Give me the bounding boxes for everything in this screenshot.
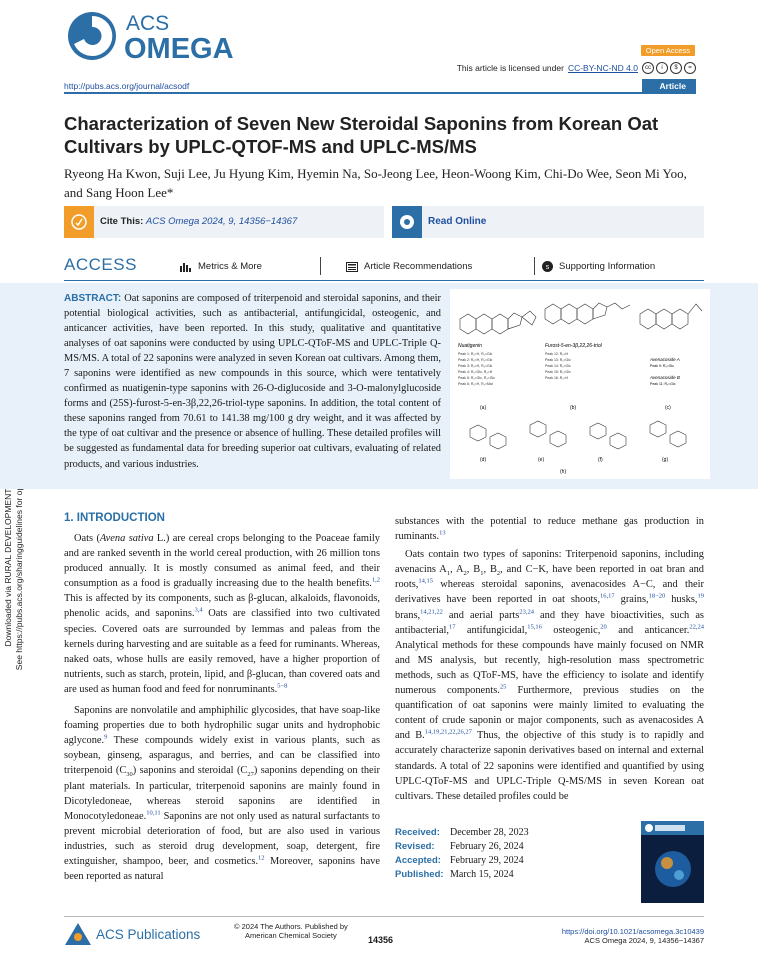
- journal-reference: ACS Omega 2024, 9, 14356−14367: [584, 936, 704, 945]
- svg-text:Peak 5: R₁=Glc, R₂=Glc: Peak 5: R₁=Glc, R₂=Glc: [458, 376, 495, 380]
- abstract-body: Oat saponins are composed of triterpenoid and steroidal saponins, and their potential biological activities, such as antibacterial, antifungicidal, osteogenic, and anticancer activities, have been reported. In this study, qualitative and quantitative analyses of oat saponins were conducted by using UPLC-QToF-MS and UPLC-Triple Q-MS/MS. A total of 22 saponins were analyzed in seven Korean oat cultivars. Among them, 7 saponins were identified as new compounds in this source, which were tentatively confirmed as nuatigenin-type saponins with 26-O-diglucoside and 3-O-malonylglucoside forms and (25S)-furost-5-en-3β,22,26-triol-type saponins. In addition, the total content of these saponins ranged from 70.61 to 141.38 mg/100 g dry weight, and it was affected by the type of oat cultivar and the presence or absence of hulling. These detailed profiles will be suggested as fundamental data for breeding superior oat cultivars, evaluating of related products, and various industries.: [64, 293, 441, 470]
- label-avenacoside-a: Avenacoside A: [650, 357, 680, 362]
- svg-text:s: s: [545, 264, 550, 271]
- svg-text:Peak 3: R₁=H, R₂=Glc: Peak 3: R₁=H, R₂=Glc: [458, 364, 493, 368]
- cc-icons: [642, 62, 696, 74]
- journal-cover-thumbnail[interactable]: [641, 821, 704, 903]
- doi-link[interactable]: https://doi.org/10.1021/acsomega.3c10439: [561, 927, 704, 936]
- date-value: December 28, 2023: [450, 827, 529, 838]
- date-label: Revised:: [395, 841, 435, 852]
- structure-c-drawing: [640, 304, 702, 329]
- supporting-info-label: Supporting Information: [559, 261, 656, 272]
- recommendations-label: Article Recommendations: [364, 261, 473, 272]
- supporting-info-link[interactable]: [542, 261, 655, 272]
- sugar-drawings: [470, 421, 686, 449]
- cc-icon: cc: [642, 62, 654, 74]
- date-label: Received:: [395, 827, 440, 838]
- copyright-line-2: American Chemical Society: [245, 931, 337, 940]
- article-list-icon: [346, 262, 358, 272]
- doi-block: [562, 927, 704, 945]
- access-rule: [64, 280, 704, 281]
- cite-label: Cite This:: [100, 216, 144, 227]
- noncommercial-icon: $: [670, 62, 682, 74]
- access-bar: [64, 255, 704, 280]
- svg-text:Peak 16: R₁=H: Peak 16: R₁=H: [545, 376, 569, 380]
- article-title: Characterization of Seven New Steroidal Saponins from Korean Oat Cultivars by UPLC-QTOF-MS and UPLC-MS/MS: [64, 113, 659, 157]
- logo-omega-text: OMEGA: [124, 33, 234, 63]
- svg-text:Peak 14: R₁=Glc: Peak 14: R₁=Glc: [545, 364, 571, 368]
- svg-text:Peak 13: R₁=Glc: Peak 13: R₁=Glc: [545, 358, 571, 362]
- read-online-box[interactable]: [392, 206, 704, 238]
- label-b: (b): [570, 405, 577, 411]
- article-dates: [395, 826, 630, 882]
- bar-chart-icon: [180, 262, 192, 272]
- footer-rule: [64, 916, 704, 917]
- label-c: (c): [665, 405, 671, 411]
- read-online-link[interactable]: Read Online: [428, 216, 487, 227]
- article-type-badge: Article: [642, 79, 696, 93]
- date-label: Published:: [395, 869, 444, 880]
- recommendations-link[interactable]: [346, 261, 472, 272]
- quote-icon: [64, 206, 94, 238]
- cite-this-box[interactable]: [64, 206, 384, 238]
- label-a: (a): [480, 405, 487, 411]
- journal-logo[interactable]: [64, 8, 274, 63]
- page-number: 14356: [368, 935, 394, 945]
- license-prefix: This article is licensed under: [456, 63, 564, 73]
- toc-graphic: [450, 289, 710, 479]
- date-published: [395, 868, 630, 882]
- svg-text:Peak 9: R₁=Glc: Peak 9: R₁=Glc: [650, 364, 674, 368]
- supporting-info-icon: [542, 261, 553, 272]
- open-access-badge: Open Access: [641, 45, 695, 56]
- noderivatives-icon: =: [684, 62, 696, 74]
- publisher-name: ACS Publications: [96, 926, 201, 942]
- metrics-link[interactable]: [180, 261, 262, 272]
- paragraph: Oats (Avena sativa L.) are cereal crops belonging to the Poaceae family and are ranked seventh in the world cereal production, with 26 million tons produced annually. It is mostly consumed as animal feed, and their consumption as a food is gradually increasing due to the health benefits.$^{1,2}$ This is affected by its components, such as β-glucan, alkaloids, flavonoids, phenolic acids, and saponins.$^{3,4}$ Oats are classified into two cultivated species. Covered oats are surrounded by lemmas and paleas from the kernels during harvesting and are suitable as a feed for ruminants. Whereas, naked oats, whose hulls are easily removed, have a higher proportion of nutrients, such as starch, protein, lipid, and β-glucan, than covered oats and are used as human food and feed for nonruminants.$^{5-8}$: [64, 533, 380, 695]
- read-online-icon: [392, 206, 422, 238]
- author-list: Ryeong Ha Kwon, Suji Lee, Ju Hyung Kim, Hyemin Na, So-Jeong Lee, Heon-Woong Kim, Chi-Do Wee, Seon Mi Yoo, and Sang Hoon Lee*: [64, 166, 687, 200]
- date-value: February 26, 2024: [450, 841, 524, 852]
- label-furost: Furost-5-en-3β,22,26-triol: [545, 343, 602, 349]
- acs-publications-icon: [64, 922, 92, 946]
- access-label: ACCESS: [64, 255, 137, 274]
- access-separator: [534, 257, 535, 275]
- label-e: (e): [538, 457, 545, 463]
- svg-text:Peak 12: R₁=H: Peak 12: R₁=H: [545, 352, 569, 356]
- license-link[interactable]: CC-BY-NC-ND 4.0: [567, 63, 638, 73]
- attribution-icon: i: [656, 62, 668, 74]
- date-revised: [395, 840, 630, 854]
- body-column-right: [395, 514, 704, 804]
- date-received: [395, 826, 630, 840]
- label-d: (d): [480, 457, 487, 463]
- label-g: (g): [662, 457, 669, 463]
- paragraph: substances with the potential to reduce methane gas production in ruminants.$^{13}$: [395, 516, 704, 543]
- svg-text:Peak 4: R₁=Glc, R₂=H: Peak 4: R₁=Glc, R₂=H: [458, 370, 493, 374]
- date-label: Accepted:: [395, 855, 441, 866]
- journal-url-link[interactable]: http://pubs.acs.org/journal/acsodf: [64, 81, 190, 91]
- abstract: [64, 291, 441, 472]
- cite-reference[interactable]: ACS Omega 2024, 9, 14356−14367: [145, 216, 298, 227]
- svg-text:Peak 1: R₁=H, R₂=Glc: Peak 1: R₁=H, R₂=Glc: [458, 352, 493, 356]
- label-f: (f): [598, 457, 603, 463]
- svg-text:Peak 15: R₁=Glc: Peak 15: R₁=Glc: [545, 370, 571, 374]
- label-h: (h): [560, 469, 567, 475]
- svg-text:Peak 2: R₁=H, R₂=Glc: Peak 2: R₁=H, R₂=Glc: [458, 358, 493, 362]
- copyright-line-1: © 2024 The Authors. Published by: [234, 922, 348, 931]
- logo-acs-text: ACS: [126, 12, 170, 35]
- abstract-label: ABSTRACT:: [64, 293, 122, 304]
- license-line: [457, 62, 696, 74]
- label-nuatigenin: Nuatigenin: [458, 343, 482, 349]
- copyright-notice: [234, 922, 348, 940]
- access-separator: [320, 257, 321, 275]
- body-column-left: [64, 531, 380, 884]
- section-heading-introduction: 1. INTRODUCTION: [64, 512, 165, 524]
- date-value: February 29, 2024: [450, 855, 524, 866]
- publisher-logo[interactable]: [64, 922, 200, 946]
- header-rule: [64, 92, 696, 94]
- svg-text:Peak 11: R₁=Glc: Peak 11: R₁=Glc: [650, 382, 676, 386]
- structure-b-drawing: [545, 303, 630, 324]
- date-value: March 15, 2024: [450, 869, 514, 880]
- paragraph: Oats contain two types of saponins: Triterpenoid saponins, including avenacins $A_1$, $A_2$, $B_1$, $B_2$, and C−K, have been reported in oat bran and roots,$^{14,15}$ whereas steroidal saponins, avenacosides A−C, and their derivatives have been reported in oat shoots,$^{16,17}$ grains,$^{18-20}$ husks,$^{19}$ brans,$^{14,21,22}$ and aerial parts$^{23,24}$ and they have bioactivities, such as antibacterial,$^{17}$ antifungicidal,$^{15,16}$ osteogenic,$^{20}$ and anticancer.$^{22,24}$ Analytical methods for these compounds have mainly focused on NMR and MS analysis, but recently, high-resolution mass spectrometric methods, such as QToF-MS, have the efficiency to isolate and identify numerous components.$^{25}$ Furthermore, previous studies on the quantification of oat saponins were mainly limited to evaluating the content of crude saponin or major components, such as avenacosides A and B.$^{14,19,21,22,26,27}$ Thus, the objective of this study is to rapidly and accurately characterize saponin derivatives based on internal and external standards. A total of 22 saponins were identified and quantified by using UPLC-QToF-MS and UPLC-Triple Q-MS/MS in seven Korean oat cultivars. These detailed profiles could be: [395, 549, 705, 802]
- paragraph: Saponins are nonvolatile and amphiphilic glycosides, that have soap-like foaming properties due to both hydrophilic sugar units and hydrophobic aglycone.$^9$ These compounds widely exist in various plants, such as soybean, ginseng, asparagus, and berries, and can be classified into triterpenoid $(C_{30})$ saponins and steroidal $(C_{27})$ saponins depending on their plant materials. In particular, triterpenoid saponins are mainly found in Dicotyledoneae, whereas steroid saponins are identified in Monocotyledoneae.$^{10,11}$ Saponins are not only used as natural surfactants to prevent microbial deterioration of food, but are also used in various industries, such as steroid drug development, soap, detergent, fire extinguisher, shampoo, beer, and cosmetics.$^{12}$ Moreover, saponins have been reported as natural: [64, 705, 380, 883]
- date-accepted: [395, 854, 630, 868]
- metrics-label: Metrics & More: [198, 261, 262, 272]
- structure-a-drawing: [460, 311, 536, 334]
- label-avenacoside-b: Avenacoside B: [650, 375, 680, 380]
- svg-text:Peak 6: R₁=H, R₂=Mal: Peak 6: R₁=H, R₂=Mal: [458, 382, 493, 386]
- cite-text: [100, 216, 297, 227]
